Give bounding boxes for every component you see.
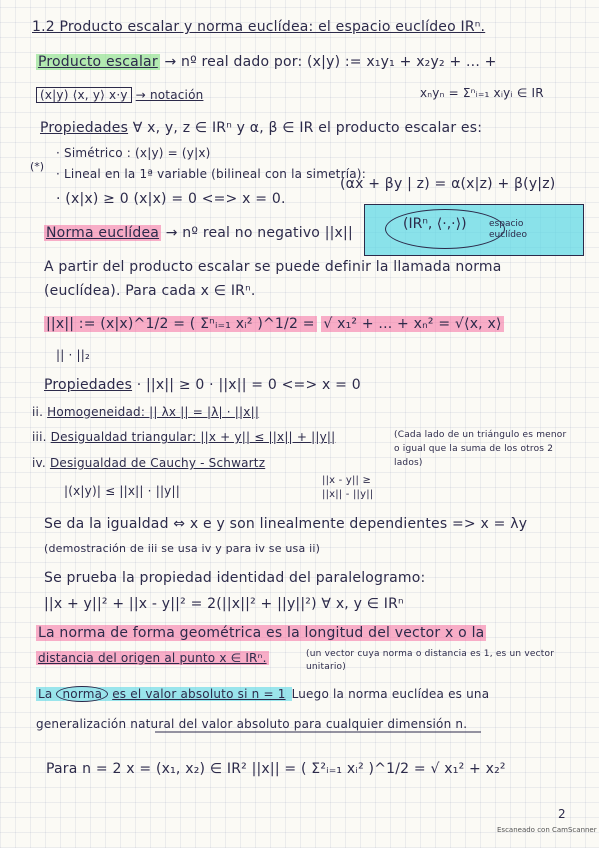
- props2-iii-num: iii.: [32, 430, 47, 444]
- abs-line: [36, 686, 489, 702]
- props1-intro: ∀ x, y, z ∈ IRⁿ y α, β ∈ IR el producto escalar es:: [132, 120, 483, 136]
- norma-line: [44, 225, 353, 241]
- geo-line-1-text: La norma de forma geométrica es la longitud del vector x o la: [38, 625, 485, 641]
- props2-i: · ||x|| ≥ 0 · ||x|| = 0 <=> x = 0: [136, 377, 361, 393]
- norma-formula-2: √ x₁² + ... + xₙ² = √⟨x, x⟩: [323, 316, 502, 332]
- props2-extra: ||x - y|| ≥ ||x|| - ||y||: [322, 475, 374, 500]
- abs-a: La: [38, 687, 53, 701]
- abs-c: es el valor absoluto si n = 1: [112, 687, 286, 701]
- norma-desc: → nº real no negativo ||x||: [165, 225, 353, 241]
- producto-escalar-cont: xₙyₙ = Σⁿᵢ₌₁ xᵢyᵢ ∈ IR: [420, 86, 544, 100]
- scanner-footer: Escaneado con CamScanner: [497, 826, 597, 834]
- generalization-underline: [155, 731, 481, 734]
- prop-positive: · (x|x) ≥ 0 (x|x) = 0 <=> x = 0.: [56, 191, 286, 207]
- page-number: 2: [558, 807, 566, 821]
- props1-line: [40, 120, 482, 136]
- norma-para-2: (euclídea). Para cada x ∈ IRⁿ.: [44, 283, 256, 299]
- producto-escalar-line: [36, 54, 497, 70]
- generalization-line: [36, 717, 467, 731]
- abs-d: Luego la norma euclídea es una: [291, 687, 490, 701]
- generalization-text: generalización natural del valor absoluto para cualquier dimensión n.: [36, 717, 468, 731]
- norma-label: Norma euclídea: [46, 225, 160, 241]
- norma-formula-line: [44, 316, 504, 332]
- notation-label: → notación: [135, 88, 204, 102]
- space-notation: (IRⁿ, ⟨·,·⟩): [403, 216, 467, 232]
- props2-iv-num: iv.: [32, 456, 46, 470]
- norma-para-1: [44, 259, 502, 275]
- props2-iii: Desigualdad triangular: ||x + y|| ≤ ||x|| + ||y||: [50, 430, 336, 444]
- geo-note: (un vector cuya norma o distancia es 1, es un vector unitario): [306, 649, 555, 672]
- norma-subscript: || · ||₂: [56, 348, 91, 362]
- props2-ii: Homogeneidad: || λx || = |λ| · ||x||: [47, 405, 260, 419]
- geo-line-2-text: distancia del origen al punto x ∈ IRⁿ.: [38, 651, 267, 665]
- props2-title: Propiedades: [44, 377, 133, 393]
- parallelogram-line: Se prueba la propiedad identidad del paralelogramo:: [44, 570, 426, 586]
- props2-iv: Desigualdad de Cauchy - Schwartz: [49, 456, 266, 470]
- euclidean-space-box: [364, 204, 584, 256]
- equality-line: Se da la igualdad ⇔ x e y son linealmente dependientes => x = λy: [44, 516, 528, 532]
- section-heading: 1.2 Producto escalar y norma euclídea: el espacio euclídeo IRⁿ.: [32, 19, 486, 35]
- parallelogram-formula: ||x + y||² + ||x - y||² = 2(||x||² + ||y||²) ∀ x, y ∈ IRⁿ: [44, 596, 404, 612]
- norma-para-1-text: A partir del producto escalar se puede definir la llamada norma: [44, 259, 502, 275]
- producto-escalar-desc: → nº real dado por: (x|y) := x₁y₁ + x₂y₂ + ... +: [164, 54, 497, 70]
- notation-line: [36, 88, 203, 102]
- n2-line: Para n = 2 x = (x₁, x₂) ∈ IR² ||x|| = ( Σ²ᵢ₌₁ xᵢ² )^1/2 = √ x₁² + x₂²: [46, 761, 506, 777]
- props2-ii-line: [32, 405, 259, 419]
- notation-box: (x|y) ⟨x, y⟩ x·y: [36, 87, 132, 103]
- geo-line-1: [36, 625, 486, 641]
- props1-title: Propiedades: [40, 120, 129, 136]
- props2-iii-line: [32, 430, 335, 444]
- props2-iv-line: [32, 456, 265, 470]
- props2-iv-formula: |(x|y)| ≤ ||x|| · ||y||: [64, 484, 180, 498]
- props2-ii-num: ii.: [32, 405, 44, 419]
- props2-iii-note: (Cada lado de un triángulo es menor o igual que la suma de los otros 2 lados): [394, 430, 567, 468]
- geo-line-2: [36, 651, 269, 665]
- prop-symmetric: · Simétrico : (x|y) = (y|x): [56, 146, 211, 160]
- space-label: espacio euclídeo: [489, 219, 527, 240]
- abs-highlight: [36, 687, 292, 701]
- abs-circled: norma: [56, 686, 108, 702]
- props2-line: [44, 377, 361, 393]
- prop-linear: · Lineal en la 1ª variable (bilineal con la simetría):: [56, 167, 366, 181]
- producto-escalar-label: Producto escalar: [38, 54, 158, 70]
- demo-line: (demostración de iii se usa iv y para iv se usa ii): [44, 542, 321, 555]
- star-marker: (*): [30, 160, 45, 173]
- prop-linear-formula: (αx + βy | z) = α(x|z) + β(y|z): [340, 176, 556, 192]
- norma-formula: ||x|| := (x|x)^1/2 = ( Σⁿᵢ₌₁ xᵢ² )^1/2 =: [46, 316, 315, 332]
